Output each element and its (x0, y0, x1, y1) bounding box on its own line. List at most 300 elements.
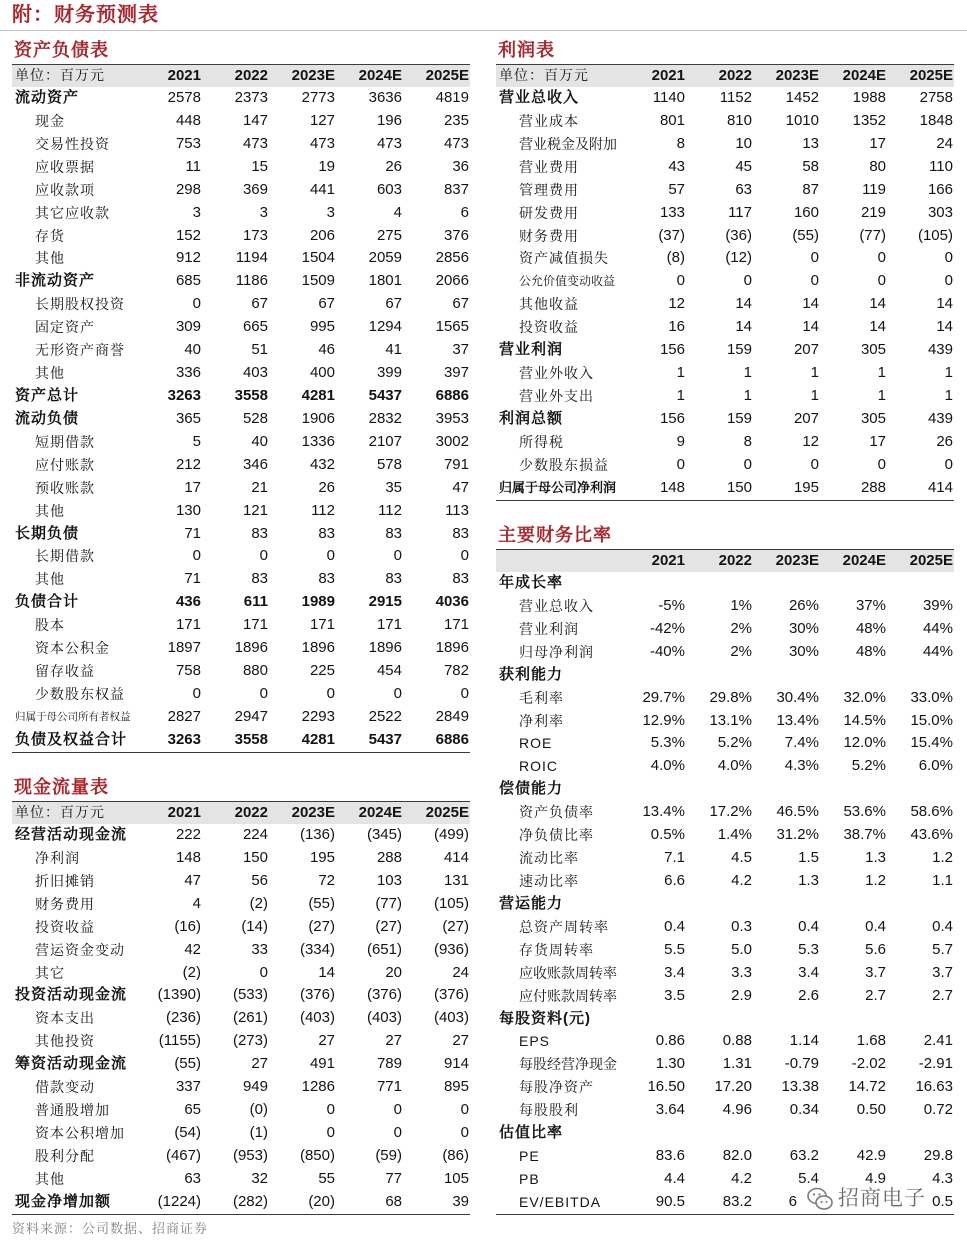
row-value: 12 (802, 432, 819, 450)
header-year: 2023E (775, 552, 819, 569)
row-value: 63 (184, 1169, 201, 1187)
header-year: 2025E (909, 552, 953, 569)
row-label: 负债合计 (15, 593, 80, 611)
row-value: 0 (460, 547, 469, 565)
row-value: 156 (659, 409, 685, 427)
row-value: -0.79 (784, 1055, 819, 1073)
table-body (496, 572, 954, 1215)
row-value: (273) (232, 1032, 268, 1050)
row-value: 578 (376, 455, 402, 473)
row-value: 46.5% (776, 803, 819, 821)
row-value: (136) (299, 826, 335, 843)
row-value: 40 (184, 341, 201, 359)
row-value: 369 (242, 180, 268, 198)
row-label: 获利能力 (499, 665, 564, 683)
row-label: 每股经营净现金 (519, 1056, 617, 1073)
row-value: 837 (443, 180, 469, 198)
table-row (496, 687, 954, 710)
table-row (12, 408, 470, 431)
row-value: (54) (174, 1123, 201, 1141)
table-row (12, 984, 470, 1007)
row-value: (20) (308, 1192, 335, 1210)
row-label: 其他 (35, 1170, 65, 1187)
row-value: 171 (443, 616, 469, 634)
row-value: (334) (299, 940, 335, 958)
row-label: 长期负债 (15, 524, 80, 542)
row-value: 48% (855, 642, 886, 660)
row-value: 1010 (785, 111, 819, 129)
row-label: 资产总计 (15, 386, 80, 404)
row-value: (37) (658, 226, 685, 244)
row-value: 8 (676, 134, 685, 152)
row-value: 1.5 (798, 849, 819, 867)
row-value: 2293 (301, 707, 335, 725)
row-value: 305 (860, 409, 886, 427)
row-value: 2578 (167, 89, 201, 106)
row-label: 营运资金变动 (35, 941, 125, 958)
row-value: 83 (318, 570, 335, 588)
row-value: 895 (443, 1078, 469, 1096)
row-value: 2827 (167, 707, 201, 725)
row-value: 1294 (368, 318, 402, 336)
row-value: (499) (433, 826, 469, 843)
table-row (12, 247, 470, 270)
row-value: 14 (869, 295, 886, 313)
row-value: 5.4 (798, 1169, 819, 1187)
row-value: 11 (185, 157, 201, 175)
table-header (12, 801, 470, 824)
row-value: 43.6% (910, 826, 953, 844)
row-label: 现金 (35, 112, 65, 129)
row-value: 30% (788, 619, 819, 637)
table-body (496, 87, 954, 501)
row-value: 38.7% (843, 826, 886, 844)
row-value: 2% (730, 619, 752, 637)
table-row (12, 1053, 470, 1076)
row-label: 归属于母公司所有者权益 (15, 710, 131, 723)
row-value: 173 (242, 226, 268, 244)
table-row (496, 385, 954, 408)
row-value: 1.2 (932, 849, 953, 867)
row-label: 折旧摊销 (35, 872, 95, 889)
row-value: 14.5% (843, 711, 886, 729)
row-value: (105) (917, 226, 953, 244)
row-label: 流动资产 (15, 89, 80, 106)
row-label: 存货周转率 (519, 941, 594, 958)
table-row (12, 316, 470, 339)
table-row (12, 431, 470, 454)
table-row (12, 385, 470, 408)
table-row (496, 985, 954, 1008)
row-value: 5.2% (851, 757, 886, 775)
row-label: 留存收益 (35, 663, 95, 680)
row-value: 1.30 (655, 1055, 685, 1073)
row-value: 0 (259, 684, 268, 702)
table-row (12, 523, 470, 546)
row-value: 2758 (919, 89, 953, 106)
row-value: 222 (175, 826, 201, 843)
row-value: 152 (175, 226, 201, 244)
row-value: 30.4% (776, 688, 819, 706)
row-label: 每股净资产 (519, 1079, 594, 1096)
row-value: 0.5% (650, 826, 685, 844)
row-label: 研发费用 (519, 204, 579, 221)
table-row (12, 1076, 470, 1099)
row-value: (2) (249, 894, 268, 912)
row-value: 4036 (435, 593, 469, 611)
row-value: 8 (743, 432, 752, 450)
row-label: 其他 (35, 571, 65, 588)
row-value: 0 (259, 547, 268, 565)
header-year: 2024E (358, 67, 402, 84)
row-value: -42% (649, 619, 685, 637)
table-row (496, 454, 954, 477)
row-label: 其他投资 (35, 1033, 95, 1050)
row-value: (86) (442, 1146, 469, 1164)
row-value: 150 (242, 848, 268, 866)
table-row (12, 916, 470, 939)
row-value: 14 (735, 318, 752, 336)
row-label: 偿债能力 (499, 780, 564, 798)
table-row (496, 893, 954, 916)
row-label: 投资收益 (35, 918, 95, 935)
row-value: 171 (309, 616, 335, 634)
row-value: 2947 (234, 707, 268, 725)
row-value: 3558 (234, 730, 268, 748)
row-value: 414 (443, 848, 469, 866)
table-body (12, 87, 470, 753)
row-label: 所得税 (519, 433, 564, 450)
wechat-icon (806, 1185, 834, 1213)
row-value: 0 (810, 272, 819, 290)
row-value: 159 (726, 409, 752, 427)
row-value: 880 (242, 662, 268, 680)
row-value: 4.4 (664, 1169, 685, 1187)
row-label: 股利分配 (35, 1147, 95, 1164)
row-value: 4 (192, 894, 201, 912)
section-title-cash-flow: 现金流量表 (14, 777, 109, 797)
row-value: 5.2% (717, 734, 752, 752)
table-row (496, 293, 954, 316)
row-label: 长期借款 (35, 548, 95, 565)
row-value: 0 (326, 1123, 335, 1141)
row-value: (1224) (157, 1192, 201, 1210)
row-value: 83 (251, 570, 268, 588)
table-row (12, 1145, 470, 1168)
row-value: (376) (433, 986, 469, 1004)
row-value: 14 (802, 295, 819, 313)
table-row (496, 664, 954, 687)
header-year: 2021 (167, 67, 201, 84)
row-value: 1 (810, 386, 819, 404)
row-value: 37 (452, 341, 469, 359)
row-label: 少数股东权益 (35, 685, 125, 702)
row-value: 0 (944, 249, 953, 267)
row-value: 432 (309, 455, 335, 473)
row-label: 速动比率 (519, 872, 579, 889)
table-header (496, 64, 954, 87)
row-value: 45 (735, 157, 752, 175)
row-value: 14 (318, 963, 335, 981)
row-value: 337 (175, 1078, 201, 1096)
row-value: 6 (460, 203, 469, 221)
row-value: 160 (793, 203, 819, 221)
row-value: 195 (793, 478, 819, 496)
row-value: 1194 (235, 249, 268, 267)
row-value: 77 (385, 1169, 402, 1187)
row-value: 665 (242, 318, 268, 336)
row-label: 资本公积金 (35, 640, 110, 657)
row-value: 113 (445, 501, 469, 519)
row-value: 219 (860, 203, 886, 221)
row-value: 14 (936, 318, 953, 336)
row-value: 17 (869, 432, 886, 450)
row-value: 21 (251, 478, 268, 496)
row-label: 长期股权投资 (35, 296, 125, 313)
row-value: 5 (192, 432, 201, 450)
row-value: 1 (944, 386, 953, 404)
row-label: 少数股东损益 (519, 456, 609, 473)
row-value: 0 (393, 684, 402, 702)
row-label: 负债及权益合计 (15, 730, 128, 748)
row-value: 2.41 (923, 1032, 953, 1050)
row-value: 0 (877, 272, 886, 290)
row-value: 1896 (234, 639, 268, 657)
row-value: 399 (376, 364, 402, 382)
row-value: 1 (743, 364, 752, 382)
table-row (12, 893, 470, 916)
row-value: 1.3 (865, 849, 886, 867)
row-value: 19 (318, 157, 335, 175)
table-row (12, 614, 470, 637)
row-value: 83 (452, 570, 469, 588)
row-value: 603 (376, 180, 402, 198)
row-value: 0 (393, 547, 402, 565)
row-value: 753 (175, 134, 201, 152)
row-value: 5437 (368, 386, 402, 404)
row-value: 4.96 (722, 1101, 752, 1119)
row-value: (12) (725, 249, 752, 267)
header-year: 2023E (291, 804, 335, 821)
table-row (496, 1099, 954, 1122)
row-value: 27 (385, 1032, 402, 1050)
row-value: (0) (249, 1101, 268, 1119)
row-label: EPS (519, 1033, 551, 1050)
row-label: 存货 (35, 227, 65, 244)
row-value: 2.7 (932, 986, 953, 1004)
row-value: 12 (668, 295, 685, 313)
row-value: 0.4 (664, 917, 685, 935)
table-row (12, 362, 470, 385)
row-value: 685 (175, 272, 201, 290)
row-value: (1390) (157, 986, 201, 1004)
table-row (12, 454, 470, 477)
row-label: 营业成本 (519, 112, 579, 129)
row-value: 33 (251, 940, 268, 958)
row-value: 2% (730, 642, 752, 660)
row-label: 固定资产 (35, 319, 95, 336)
row-value: 1336 (301, 432, 335, 450)
row-value: (55) (174, 1055, 201, 1073)
row-label: 营业利润 (499, 341, 564, 359)
row-label: 估值比率 (499, 1124, 564, 1142)
table-row (496, 801, 954, 824)
row-value: 346 (242, 455, 268, 473)
row-value: 439 (927, 341, 953, 359)
row-value: 235 (443, 111, 469, 129)
row-value: 491 (309, 1055, 335, 1073)
table-row (12, 477, 470, 500)
row-value: 0 (460, 1101, 469, 1119)
row-value: -2.02 (851, 1055, 886, 1073)
row-value: 43 (668, 157, 685, 175)
row-value: 15.0% (910, 711, 953, 729)
row-label: 公允价值变动收益 (519, 274, 616, 289)
row-value: 33.0% (910, 688, 953, 706)
row-value: 56 (251, 871, 268, 889)
row-value: (236) (165, 1009, 201, 1027)
row-value: 305 (860, 341, 886, 359)
row-value: 4.0% (650, 757, 685, 775)
row-value: 0 (326, 684, 335, 702)
table-row (496, 156, 954, 179)
row-value: (953) (232, 1146, 268, 1164)
row-label: 营业费用 (519, 158, 579, 175)
row-value: 3.64 (655, 1101, 685, 1119)
table-row (496, 618, 954, 641)
row-label: 营业外收入 (519, 365, 594, 382)
row-value: 473 (309, 134, 335, 152)
row-value: (77) (375, 894, 402, 912)
row-label: 营业税金及附加 (519, 135, 617, 152)
row-label: 经营活动现金流 (15, 826, 128, 843)
header-year: 2022 (718, 552, 752, 569)
row-value: 196 (376, 111, 402, 129)
row-value: (533) (232, 986, 268, 1004)
row-value: 39% (922, 596, 953, 614)
row-label: 其它 (35, 964, 65, 981)
row-value: 13.4% (776, 711, 819, 729)
row-value: 3.4 (798, 963, 819, 981)
row-value: 414 (927, 478, 953, 496)
table-row (12, 1191, 470, 1214)
row-label: 流动比率 (519, 850, 579, 867)
row-value: (27) (375, 917, 402, 935)
row-value: (55) (792, 226, 819, 244)
row-label: 管理费用 (519, 181, 579, 198)
table-row (496, 1053, 954, 1076)
row-value: 0 (393, 1123, 402, 1141)
row-value: 2849 (435, 707, 469, 725)
table-row (12, 1122, 470, 1145)
watermark (806, 1185, 926, 1213)
row-value: 0 (460, 1123, 469, 1141)
row-label: 利润总额 (499, 409, 564, 427)
row-value: (261) (232, 1009, 268, 1027)
row-value: 0.72 (923, 1101, 953, 1119)
row-value: 71 (184, 570, 201, 588)
row-value: 288 (860, 478, 886, 496)
row-value: 1 (743, 386, 752, 404)
row-value: 3.4 (664, 963, 685, 981)
table-row (496, 939, 954, 962)
table-row (496, 870, 954, 893)
header-year: 2021 (651, 67, 685, 84)
row-value: 68 (385, 1192, 402, 1210)
row-value: (55) (308, 894, 335, 912)
row-value: 4819 (435, 89, 469, 106)
row-value: 441 (309, 180, 335, 198)
row-value: 5.6 (865, 940, 886, 958)
row-value: 2.7 (865, 986, 886, 1004)
row-value: 83.2 (722, 1192, 752, 1210)
row-value: 16.63 (915, 1078, 953, 1096)
row-label: 每股资料(元) (499, 1009, 591, 1027)
row-value: 771 (376, 1078, 402, 1096)
table-row (12, 500, 470, 523)
row-label: ROIC (519, 758, 558, 775)
table-row (496, 710, 954, 733)
row-label: 现金净增加额 (15, 1192, 112, 1210)
row-value: (282) (232, 1192, 268, 1210)
row-value: 5.3 (798, 940, 819, 958)
row-value: 4 (393, 203, 402, 221)
table-row (496, 247, 954, 270)
row-value: 5.3% (650, 734, 685, 752)
row-value: 63 (735, 180, 752, 198)
row-value: 1989 (301, 593, 335, 611)
row-value: 7.4% (784, 734, 819, 752)
table-row (12, 339, 470, 362)
row-label: 借款变动 (35, 1079, 95, 1096)
row-label: 应付账款 (35, 456, 95, 473)
row-value: 801 (659, 111, 685, 129)
row-value: 121 (242, 501, 268, 519)
row-value: 13.38 (781, 1078, 819, 1096)
row-value: 0.34 (789, 1101, 819, 1119)
table-row (12, 729, 470, 752)
row-value: 41 (385, 341, 402, 359)
row-value: 1896 (301, 639, 335, 657)
row-value: 1896 (435, 639, 469, 657)
table-row (496, 847, 954, 870)
row-value: 3.3 (731, 963, 752, 981)
row-value: 3263 (167, 386, 201, 404)
row-label: 普通股增加 (35, 1102, 110, 1119)
row-value: 171 (376, 616, 402, 634)
row-value: 3953 (435, 409, 469, 427)
row-value: (105) (433, 894, 469, 912)
row-label: 投资收益 (519, 319, 579, 336)
section-title-income-statement: 利润表 (498, 40, 555, 60)
table-row (12, 591, 470, 614)
balance-sheet-table (12, 37, 470, 753)
row-value: 83 (385, 524, 402, 542)
table-row (496, 270, 954, 293)
row-value: 336 (175, 364, 201, 382)
row-label: 归属于母公司净利润 (499, 479, 617, 495)
row-value: 14.72 (848, 1078, 886, 1096)
row-value: 26 (385, 157, 402, 175)
header-year: 2022 (234, 804, 268, 821)
row-value: 32.0% (843, 688, 886, 706)
row-label: 资产减值损失 (519, 250, 609, 267)
row-value: 2066 (435, 272, 469, 290)
row-value: 2915 (368, 593, 402, 611)
row-value: 4.0% (717, 757, 752, 775)
row-value: 105 (443, 1169, 469, 1187)
header-year: 2021 (167, 804, 201, 821)
